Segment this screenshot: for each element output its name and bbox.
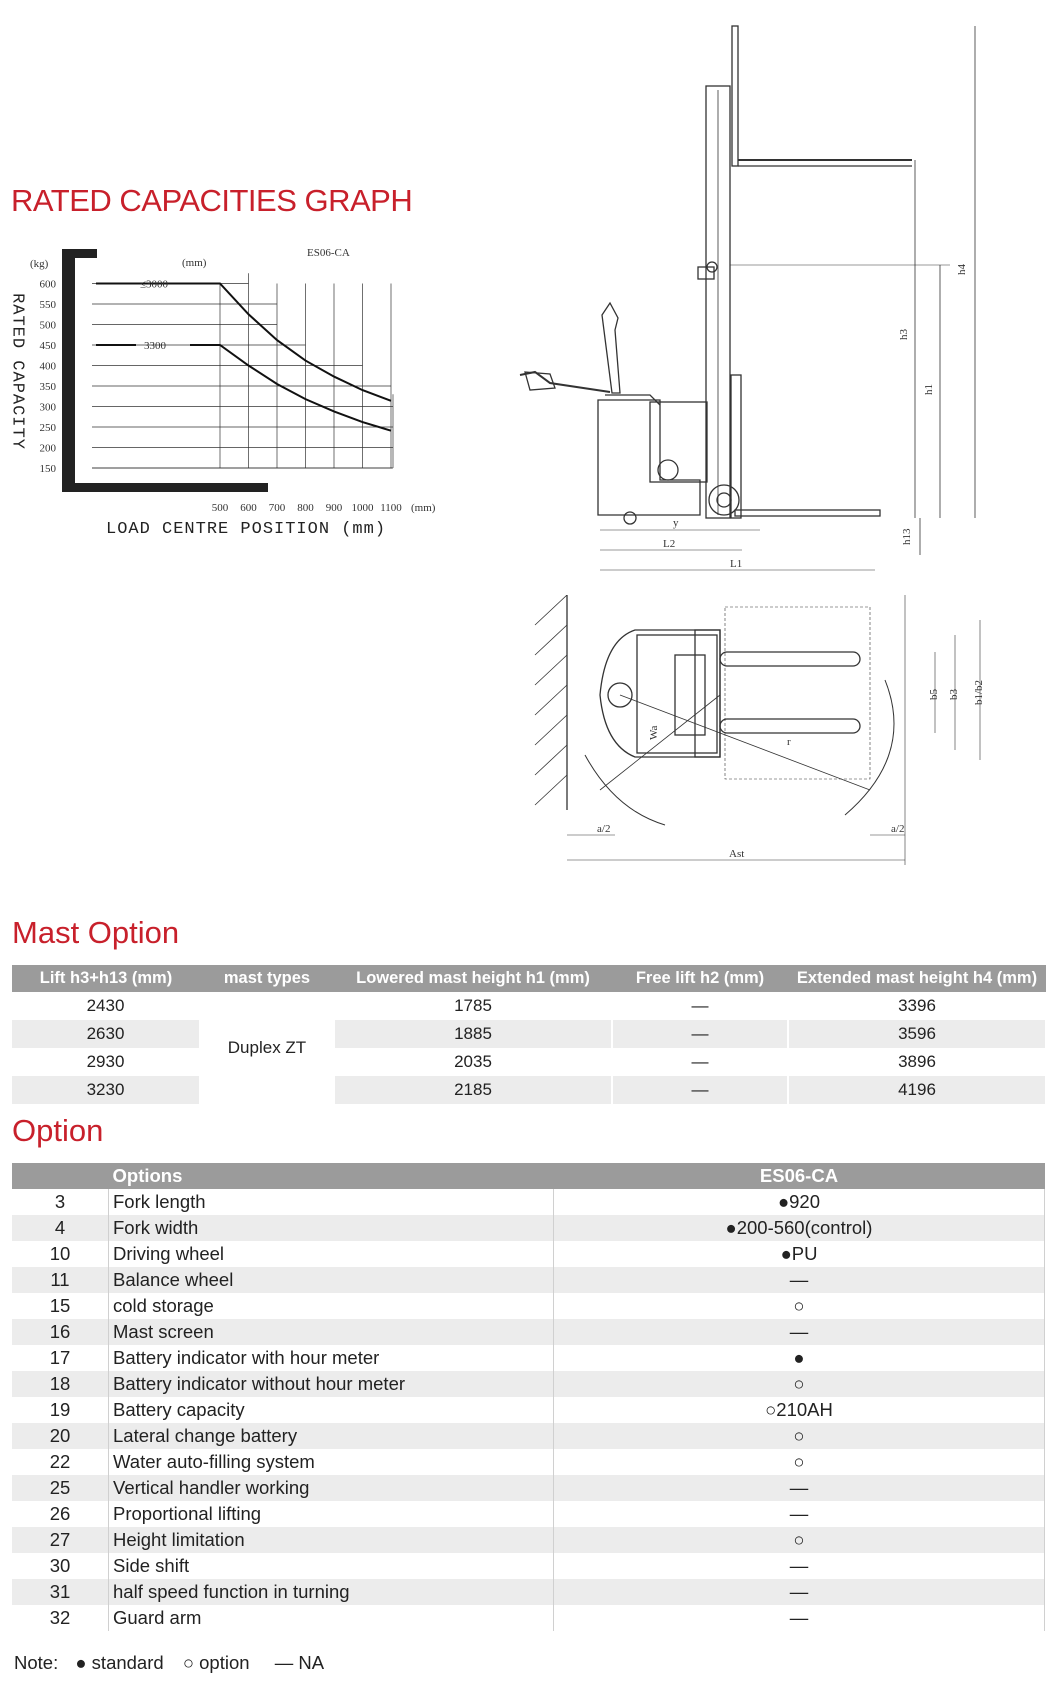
cell-h1: 1885 (334, 1020, 612, 1048)
truck-body (600, 630, 720, 757)
chassis (598, 400, 700, 515)
option-table (12, 1163, 1045, 1631)
cell-option: Water auto-filling system (109, 1449, 554, 1475)
cell-number: 22 (12, 1449, 109, 1475)
mast-header-h4: Extended mast height h4 (mm) (788, 965, 1046, 992)
cell-value: ●920 (554, 1189, 1045, 1215)
cell-mast-type: Duplex ZT (200, 992, 334, 1104)
dim-l1: L1 (730, 558, 743, 570)
cell-number: 25 (12, 1475, 109, 1501)
note-option: ○ option (182, 1652, 250, 1673)
cell-h4: 3896 (788, 1048, 1046, 1076)
cell-number: 4 (12, 1215, 109, 1241)
cell-number: 10 (12, 1241, 109, 1267)
cell-number: 17 (12, 1345, 109, 1371)
mast-header-h2: Free lift h2 (mm) (612, 965, 788, 992)
cell-option: Height limitation (109, 1527, 554, 1553)
cell-value: ○ (554, 1293, 1045, 1319)
chart-axis-frame (62, 258, 268, 492)
x-tick-label: 900 (325, 502, 343, 514)
cell-value: ○ (554, 1527, 1045, 1553)
cell-h4: 3396 (788, 992, 1046, 1020)
table-row (12, 1293, 1045, 1319)
table-row (12, 1605, 1045, 1631)
top-view-drawing (525, 595, 1005, 870)
dim-r: r (787, 736, 791, 748)
cell-value: ●200-560(control) (554, 1215, 1045, 1241)
note-label: Note: (14, 1652, 59, 1673)
cell-value: ○ (554, 1449, 1045, 1475)
table-row (12, 1345, 1045, 1371)
mast-title: Mast Option (12, 915, 180, 950)
y-tick-label: 150 (39, 463, 56, 475)
x-tick-label: 600 (240, 502, 257, 514)
cell-value: — (554, 1319, 1045, 1345)
legend-note (14, 1652, 324, 1674)
cell-option: half speed function in turning (109, 1579, 554, 1605)
y-tick-label: 550 (39, 299, 56, 311)
table-row (12, 1371, 1045, 1397)
cell-number: 15 (12, 1293, 109, 1319)
dim-ast: Ast (729, 848, 745, 860)
dim-wa: Wa (648, 725, 660, 740)
cell-option: Driving wheel (109, 1241, 554, 1267)
table-row (12, 1449, 1045, 1475)
table-row (12, 1475, 1045, 1501)
table-row (12, 1579, 1045, 1605)
cell-number: 32 (12, 1605, 109, 1631)
y-tick-label: 300 (39, 401, 56, 414)
y-tick-label: 250 (39, 422, 56, 434)
cell-lift: 2430 (12, 992, 200, 1020)
chart-grid (92, 273, 393, 468)
cell-option: Battery indicator with hour meter (109, 1345, 554, 1371)
cell-value: ●PU (554, 1241, 1045, 1267)
dim-b1b2: b1/b2 (973, 679, 985, 705)
table-row (12, 1241, 1045, 1267)
cell-value: ○ (554, 1423, 1045, 1449)
cell-h2: — (612, 992, 788, 1020)
cell-h1: 1785 (334, 992, 612, 1020)
x-tick-label: 800 (297, 502, 314, 514)
series-line-0 (136, 284, 391, 401)
mast-header-type: mast types (200, 965, 334, 992)
side-view-drawing (510, 10, 1010, 585)
y-tick-label: 450 (39, 340, 56, 352)
table-row (12, 1319, 1045, 1345)
table-row (12, 1267, 1045, 1293)
cell-value: — (554, 1605, 1045, 1631)
cell-number: 3 (12, 1189, 109, 1215)
fork-left (720, 652, 860, 666)
cell-option: Balance wheel (109, 1267, 554, 1293)
cell-option: Lateral change battery (109, 1423, 554, 1449)
option-header-model: ES06-CA (554, 1163, 1045, 1189)
graph-title: RATED CAPACITIES GRAPH (11, 183, 413, 218)
cell-h4: 3596 (788, 1020, 1046, 1048)
cell-value: ○ (554, 1371, 1045, 1397)
cell-option: Guard arm (109, 1605, 554, 1631)
table-row (12, 992, 1046, 1020)
table-row (12, 1215, 1045, 1241)
dim-y: y (673, 517, 679, 529)
dim-b5: b5 (928, 689, 940, 700)
x-tick-label: 700 (268, 502, 286, 514)
dim-h13: h13 (901, 528, 913, 545)
cell-lift: 2630 (12, 1020, 200, 1048)
cell-option: Battery capacity (109, 1397, 554, 1423)
chart-axis-top (62, 249, 97, 258)
cell-option: Side shift (109, 1553, 554, 1579)
fork-right (720, 719, 860, 733)
cell-number: 31 (12, 1579, 109, 1605)
y-tick-label: 600 (39, 278, 56, 291)
chart-series (96, 284, 391, 431)
cell-h4: 4196 (788, 1076, 1046, 1104)
cell-lift: 2930 (12, 1048, 200, 1076)
y-axis-title: RATED CAPACITY (7, 293, 27, 450)
table-row (12, 1527, 1045, 1553)
x-axis-title: LOAD CENTRE POSITION (mm) (106, 520, 387, 539)
series-label-0: ≤3000 (140, 278, 169, 291)
table-row (12, 1048, 1046, 1076)
cell-option: Fork length (109, 1189, 554, 1215)
cell-number: 11 (12, 1267, 109, 1293)
x-unit: (mm) (411, 502, 436, 514)
table-row (12, 1189, 1045, 1215)
cell-number: 27 (12, 1527, 109, 1553)
cell-option: Battery indicator without hour meter (109, 1371, 554, 1397)
cell-option: Fork width (109, 1215, 554, 1241)
mast-header-lift: Lift h3+h13 (mm) (12, 965, 200, 992)
note-standard: ● standard (75, 1652, 164, 1673)
cell-number: 16 (12, 1319, 109, 1345)
dim-a2-right: a/2 (891, 823, 905, 835)
x-tick-label: 1100 (380, 502, 402, 514)
y-unit: (kg) (30, 258, 49, 270)
cell-option: Proportional lifting (109, 1501, 554, 1527)
option-title: Option (12, 1113, 104, 1148)
cell-number: 26 (12, 1501, 109, 1527)
cell-value: ○210AH (554, 1397, 1045, 1423)
cell-h1: 2185 (334, 1076, 612, 1104)
series-label-1: 3300 (144, 340, 166, 352)
x-tick-label: 1000 (351, 502, 374, 514)
mast-header-h1: Lowered mast height h1 (mm) (334, 965, 612, 992)
table-row (12, 1423, 1045, 1449)
cell-number: 18 (12, 1371, 109, 1397)
carriage-raised (732, 26, 738, 166)
y-tick-label: 200 (39, 442, 56, 455)
y-tick-label: 500 (39, 319, 56, 332)
y-tick-label: 400 (39, 360, 56, 373)
cell-option: cold storage (109, 1293, 554, 1319)
option-header-options: Options (109, 1163, 554, 1189)
cell-lift: 3230 (12, 1076, 200, 1104)
model-label: ES06-CA (307, 247, 350, 259)
table-row (12, 1397, 1045, 1423)
table-row (12, 1501, 1045, 1527)
mast-table (12, 965, 1047, 1104)
note-na: — NA (274, 1652, 325, 1673)
cell-number: 20 (12, 1423, 109, 1449)
dim-b3: b3 (948, 689, 960, 700)
cell-h2: — (612, 1076, 788, 1104)
cell-value: — (554, 1553, 1045, 1579)
cell-option: Mast screen (109, 1319, 554, 1345)
series-unit: (mm) (182, 257, 207, 269)
cell-h1: 2035 (334, 1048, 612, 1076)
cell-h2: — (612, 1020, 788, 1048)
cell-value: — (554, 1501, 1045, 1527)
cell-number: 30 (12, 1553, 109, 1579)
cell-h2: — (612, 1048, 788, 1076)
x-tick-label: 500 (211, 502, 229, 514)
forks (735, 510, 880, 516)
cell-value: — (554, 1579, 1045, 1605)
cell-value: — (554, 1267, 1045, 1293)
cell-number: 19 (12, 1397, 109, 1423)
dim-l2: L2 (663, 538, 676, 550)
option-header-number (12, 1163, 109, 1189)
table-row (12, 1020, 1046, 1048)
dim-h4: h4 (956, 264, 968, 275)
cell-value: — (554, 1475, 1045, 1501)
table-row (12, 1076, 1046, 1104)
dim-h3: h3 (898, 329, 910, 340)
cell-value: ● (554, 1345, 1045, 1371)
tiller (602, 303, 620, 393)
dim-a2-left: a/2 (597, 823, 611, 835)
cell-option: Vertical handler working (109, 1475, 554, 1501)
dim-h1: h1 (923, 384, 935, 395)
table-row (12, 1553, 1045, 1579)
y-tick-label: 350 (39, 381, 56, 393)
